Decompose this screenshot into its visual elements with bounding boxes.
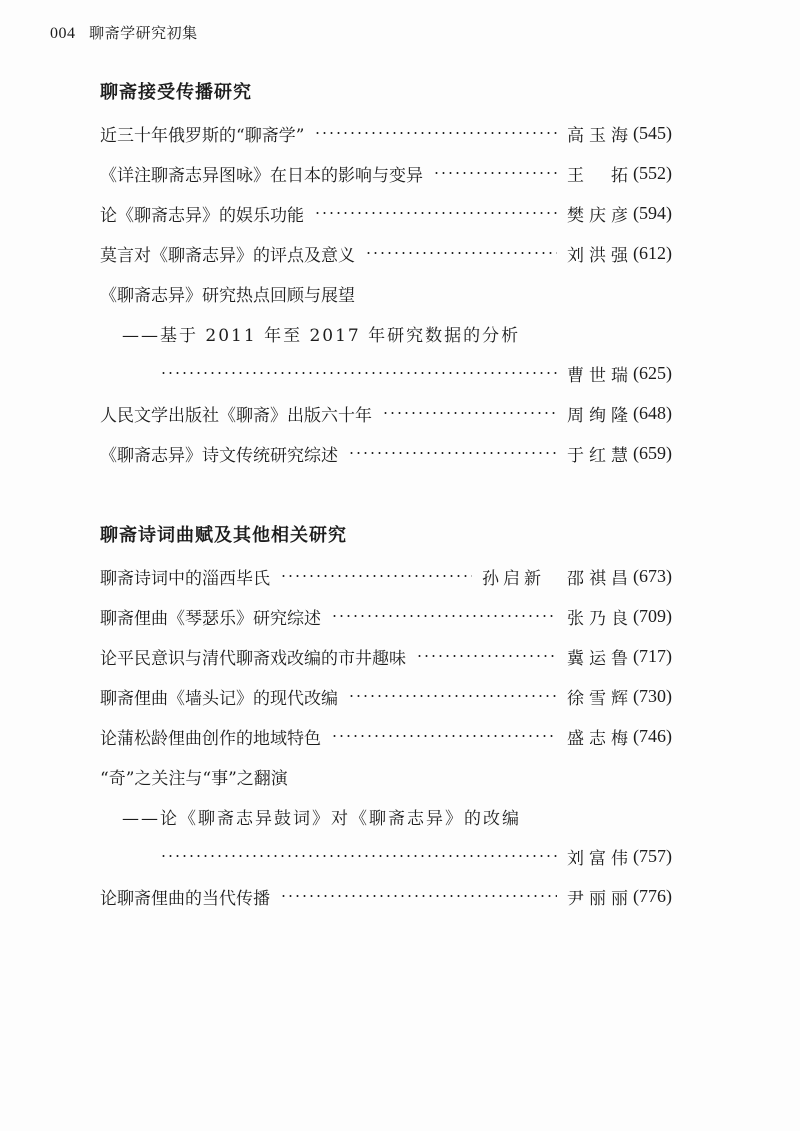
toc-entry [100,193,672,233]
entry-subtitle: ——论《聊斋志异鼓词》对《聊斋志异》的改编 [122,808,521,829]
toc-entry [100,233,672,273]
toc-entry [100,676,672,716]
dot-leader [160,855,557,857]
toc-entry [100,716,672,756]
toc-entry [100,433,672,473]
entry-title: 《聊斋志异》诗文传统研究综述 [100,445,338,466]
page-number: 004 [50,25,76,42]
entry-page: (746) [633,725,672,746]
section-title: 聊斋接受传播研究 [100,82,252,103]
toc-entry [100,596,672,636]
entry-title: 人民文学出版社《聊斋》出版六十年 [100,405,372,426]
entry-title: 论聊斋俚曲的当代传播 [100,888,270,909]
toc-entry [100,393,672,433]
book-title: 聊斋学研究初集 [89,24,198,42]
dot-leader [331,735,557,737]
entry-title: 莫言对《聊斋志异》的评点及意义 [100,245,355,266]
entry-author: 高玉海 [567,125,633,146]
running-head [50,22,198,43]
entry-subtitle: ——基于 2011 年至 2017 年研究数据的分析 [122,325,521,346]
entry-author: 张乃良 [567,608,633,629]
entry-author: 盛志梅 [567,728,633,749]
toc-entry [100,836,672,876]
entry-author: 王 拓 [567,165,633,186]
dot-leader [314,212,557,214]
toc-entry [100,876,672,916]
entry-coauthor: 孙启新 [482,568,545,589]
dot-leader [433,172,557,174]
entry-page: (717) [633,645,672,666]
entry-title: 聊斋诗词中的淄西毕氏 [100,568,270,589]
entry-page: (648) [633,402,672,423]
dot-leader [280,575,472,577]
toc-entry [100,313,672,353]
dot-leader [382,412,557,414]
entry-author: 周绚隆 [567,405,633,426]
toc-section-poetry [100,516,672,916]
dot-leader [331,615,557,617]
section-title: 聊斋诗词曲赋及其他相关研究 [100,525,347,546]
entry-author: 于红慧 [567,445,633,466]
dot-leader [160,372,557,374]
dot-leader [416,655,557,657]
entry-page: (625) [633,362,672,383]
entry-page: (594) [633,202,672,223]
entry-author: 樊庆彦 [567,205,633,226]
entry-title: 近三十年俄罗斯的“聊斋学” [100,125,305,146]
toc-section-reception [100,73,672,473]
entry-author: 徐雪辉 [567,688,633,709]
dot-leader [280,895,557,897]
entry-title: 论蒲松龄俚曲创作的地域特色 [100,728,321,749]
entry-title: “奇”之关注与“事”之翻演 [100,768,288,789]
toc-entry [100,556,672,596]
entry-page: (659) [633,442,672,463]
dot-leader [348,695,557,697]
entry-page: (776) [633,885,672,906]
entry-author: 刘洪强 [567,245,633,266]
entry-page: (709) [633,605,672,626]
entry-author: 曹世瑞 [567,365,633,386]
toc-entry [100,353,672,393]
entry-title: 《详注聊斋志异图咏》在日本的影响与变异 [100,165,423,186]
entry-page: (552) [633,162,672,183]
toc-entry [100,636,672,676]
entry-author: 尹丽丽 [567,888,633,909]
entry-title: 论平民意识与清代聊斋戏改编的市井趣味 [100,648,406,669]
toc-entry [100,796,672,836]
toc-entry [100,113,672,153]
dot-leader [314,132,557,134]
toc-entry [100,273,672,313]
toc-entry [100,756,672,796]
entry-page: (730) [633,685,672,706]
dot-leader [348,452,557,454]
dot-leader [365,252,557,254]
entry-author: 刘富伟 [567,848,633,869]
entry-page: (612) [633,242,672,263]
entry-page: (673) [633,565,672,586]
entry-title: 聊斋俚曲《琴瑟乐》研究综述 [100,608,321,629]
entry-title: 聊斋俚曲《墙头记》的现代改编 [100,688,338,709]
entry-author: 邵祺昌 [567,568,633,589]
entry-page: (757) [633,845,672,866]
toc-entry [100,153,672,193]
entry-title: 《聊斋志异》研究热点回顾与展望 [100,285,355,306]
entry-page: (545) [633,122,672,143]
entry-title: 论《聊斋志异》的娱乐功能 [100,205,304,226]
entry-author: 冀运鲁 [567,648,633,669]
